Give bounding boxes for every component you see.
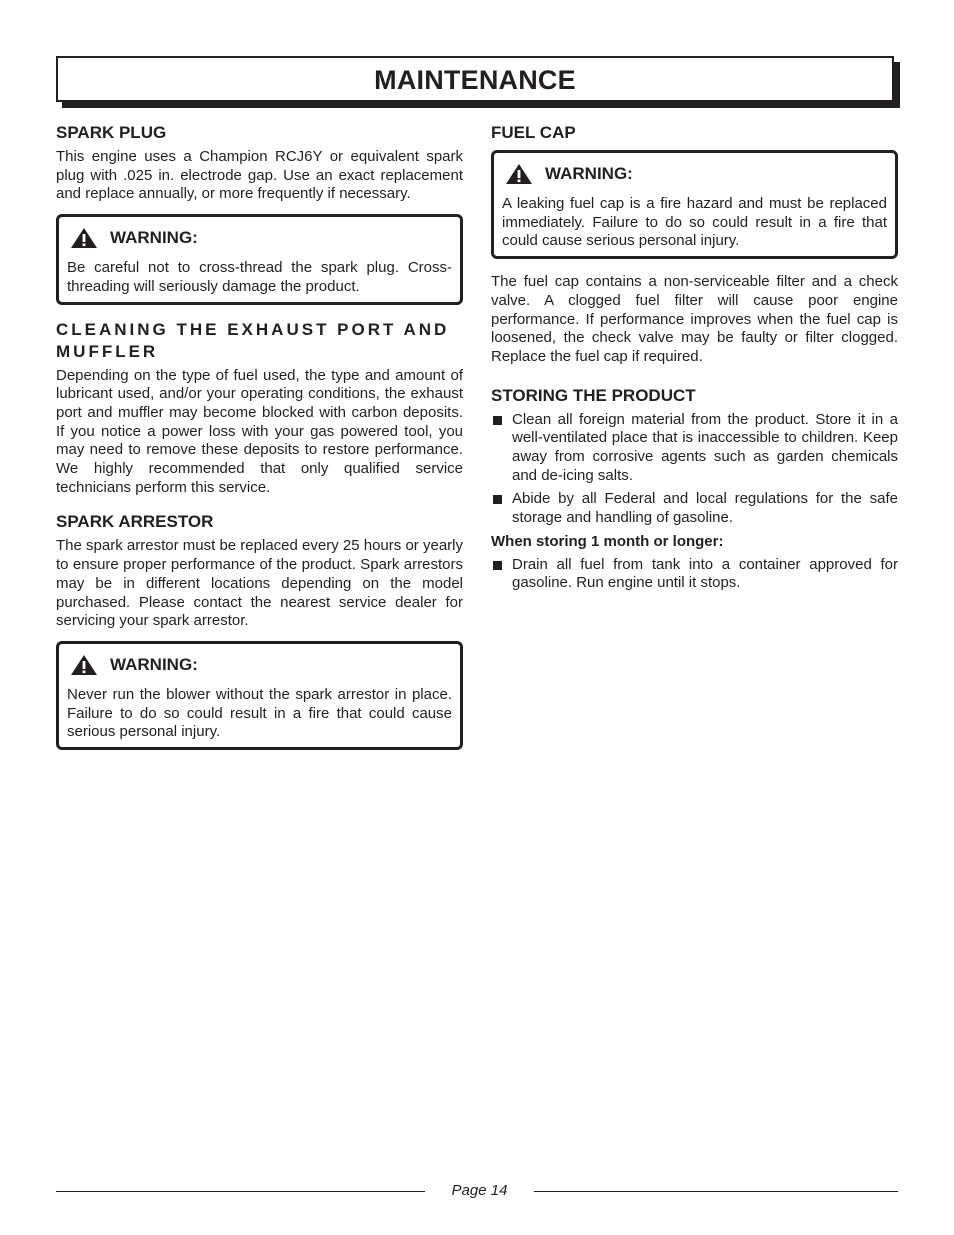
spark-arrestor-body: The spark arrestor must be replaced every 25 hours or yearly to ensure proper performance of the product. Spark arrestors may be in different locations depending on the model purchased. Please contact the nearest service dealer for servicing your spark arrestor. bbox=[56, 537, 463, 630]
page-footer bbox=[56, 1181, 898, 1201]
storing-list bbox=[491, 411, 898, 528]
list-item-text: Drain all fuel from tank into a container approved for gasoline. Run engine until it stops. bbox=[512, 555, 898, 592]
bullet-square-icon bbox=[493, 416, 502, 425]
storing-subheading: When storing 1 month or longer: bbox=[491, 532, 724, 550]
warning-label: WARNING: bbox=[110, 228, 198, 248]
cleaning-body: Depending on the type of fuel used, the type and amount of lubricant used, and/or your operating conditions, the exhaust port and muffler may become blocked with carbon deposits. If you notice a power loss with your gas powered tool, you may need to remove these deposits to restore performance. We highly recommended that only qualified service technicians perform this service. bbox=[56, 366, 463, 496]
warning-label: WARNING: bbox=[545, 164, 633, 183]
fuel-cap-warning-text: A leaking fuel cap is a fire hazard and must be replaced immediately. Failure to do so could result in a fire that could cause serious personal injury. bbox=[502, 195, 887, 250]
spark-arrestor-heading: SPARK ARRESTOR bbox=[56, 512, 214, 532]
spark-plug-body: This engine uses a Champion RCJ6Y or equivalent spark plug with .025 in. electrode gap. Use an exact replacement and replace annually, or more frequently if necessary. bbox=[56, 148, 463, 203]
warning-header bbox=[505, 163, 887, 185]
fuel-cap-body: The fuel cap contains a non-serviceable filter and a check valve. A clogged fuel filter will cause poor engine performance. If performance improves when the fuel cap is loosened, the check valve may be faulty or filter clogged. Replace the fuel cap if required. bbox=[491, 273, 898, 365]
right-column bbox=[491, 122, 898, 607]
cleaning-heading: CLEANING THE EXHAUST PORT AND MUFFLER bbox=[56, 319, 450, 361]
footer-rule-left bbox=[56, 1191, 425, 1192]
spark-arrestor-warning-box bbox=[56, 641, 463, 750]
list-item bbox=[491, 490, 898, 527]
spark-plug-warning-text: Be careful not to cross-thread the spark plug. Cross-threading will seriously damage the product. bbox=[67, 259, 452, 295]
spark-plug-section bbox=[56, 122, 463, 305]
page-title-box bbox=[56, 56, 894, 102]
left-column bbox=[56, 122, 463, 764]
warning-triangle-icon bbox=[70, 227, 98, 249]
bullet-square-icon bbox=[493, 495, 502, 504]
storing-sub-list bbox=[491, 556, 898, 593]
storing-section bbox=[491, 385, 898, 593]
spark-arrestor-section bbox=[56, 511, 463, 750]
fuel-cap-heading: FUEL CAP bbox=[491, 123, 576, 142]
warning-triangle-icon bbox=[70, 654, 98, 676]
list-item bbox=[491, 556, 898, 593]
cleaning-section bbox=[56, 319, 463, 498]
warning-triangle-icon bbox=[505, 163, 533, 185]
footer-rule-right bbox=[534, 1191, 898, 1192]
storing-heading: STORING THE PRODUCT bbox=[491, 385, 696, 405]
fuel-cap-warning-box bbox=[491, 150, 898, 259]
list-item-text: Abide by all Federal and local regulations for the safe storage and handling of gasoline. bbox=[512, 490, 898, 527]
page-title: MAINTENANCE bbox=[374, 65, 576, 95]
list-item bbox=[491, 411, 898, 486]
fuel-cap-section bbox=[491, 122, 898, 367]
bullet-square-icon bbox=[493, 561, 502, 570]
warning-label: WARNING: bbox=[110, 654, 198, 674]
spark-arrestor-warning-text: Never run the blower without the spark arrestor in place. Failure to do so could result in a fire that could cause serious personal injury. bbox=[67, 685, 452, 741]
warning-header bbox=[70, 227, 452, 249]
page-number: Page 14 bbox=[451, 1182, 508, 1199]
spark-plug-heading: SPARK PLUG bbox=[56, 123, 167, 142]
spark-plug-warning-box bbox=[56, 214, 463, 304]
list-item-text: Clean all foreign material from the product. Store it in a well-ventilated place that is inaccessible to children. Keep away from corrosive agents such as garden chemicals and de-icing salts. bbox=[512, 410, 898, 484]
warning-header bbox=[70, 654, 452, 676]
